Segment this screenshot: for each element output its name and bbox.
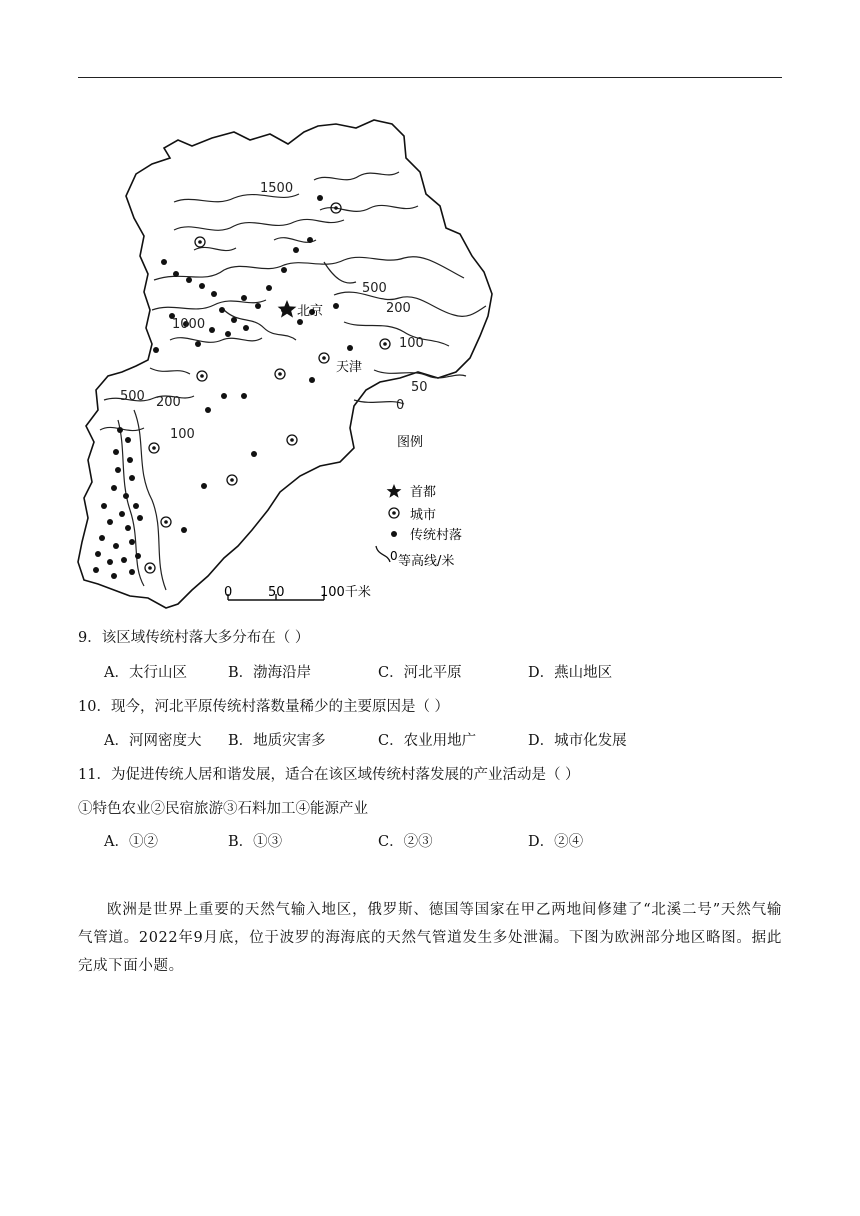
question-11-option-d[interactable]: D．②④ (528, 834, 584, 850)
contour-label: 0 (396, 398, 405, 413)
city-label-tianjin: 天津 (336, 360, 363, 375)
contour-map (74, 110, 494, 610)
legend-title: 图例 (397, 435, 424, 450)
scale-label: 50 (268, 585, 285, 600)
question-9-option-a[interactable]: A．太行山区 (104, 665, 187, 681)
contour-label: 50 (411, 380, 428, 395)
question-9-option-b[interactable]: B．渤海沿岸 (228, 665, 312, 681)
contour-label: 1000 (172, 317, 206, 332)
question-10-option-d[interactable]: D．城市化发展 (528, 733, 627, 749)
legend-city: 城市 (410, 508, 437, 523)
legend-star-icon (387, 484, 402, 498)
question-11-option-c[interactable]: C．②③ (378, 834, 433, 850)
question-10-option-c[interactable]: C．农业用地广 (378, 733, 477, 749)
question-11-stem: 11．为促进传统人居和谐发展，适合在该区域传统村落发展的产业活动是（ ） (78, 767, 580, 783)
question-9-option-d[interactable]: D．燕山地区 (528, 665, 613, 681)
legend-contour-value: 0 (390, 549, 398, 563)
question-9-option-c[interactable]: C．河北平原 (378, 665, 462, 681)
capital-label: 北京 (297, 304, 324, 319)
map-legend (376, 435, 462, 569)
header-rule (78, 77, 782, 78)
contour-label: 500 (120, 389, 145, 404)
capital-star-icon (278, 300, 297, 318)
legend-village: 传统村落 (410, 528, 463, 543)
question-10-option-b[interactable]: B．地质灾害多 (228, 733, 326, 749)
question-11-option-b[interactable]: B．①③ (228, 834, 283, 850)
contour-label: 200 (386, 301, 411, 316)
contour-label: 1500 (260, 181, 294, 196)
contour-label: 200 (156, 395, 181, 410)
question-9-stem: 9．该区域传统村落大多分布在（ ） (78, 630, 310, 646)
legend-village-icon (391, 531, 397, 537)
passage-paragraph: 欧洲是世界上重要的天然气输入地区，俄罗斯、德国等国家在甲乙两地间修建了“北溪二号”天然气输气管道。2022年9月底，位于波罗的海海底的天然气管道发生多处泄漏。下图为欧洲部分地区略图。据此完成下面小题。 (78, 902, 782, 974)
city-markers (145, 203, 390, 573)
question-11-choices: ①特色农业②民宿旅游③石料加工④能源产业 (78, 801, 368, 817)
village-dots (93, 195, 353, 579)
legend-contour: 等高线/米 (398, 554, 455, 569)
scale-label: 0 (224, 585, 233, 600)
scale-label: 100千米 (320, 585, 371, 600)
contour-label: 500 (362, 281, 387, 296)
question-10-stem: 10．现今，河北平原传统村落数量稀少的主要原因是（ ） (78, 699, 450, 715)
legend-contour-icon (376, 546, 390, 562)
question-11-option-a[interactable]: A．①② (104, 834, 158, 850)
question-10-option-a[interactable]: A．河网密度大 (104, 733, 202, 749)
contour-label: 100 (399, 336, 424, 351)
legend-capital: 首都 (410, 485, 437, 500)
scale-bar (224, 584, 371, 600)
contour-label: 100 (170, 427, 195, 442)
